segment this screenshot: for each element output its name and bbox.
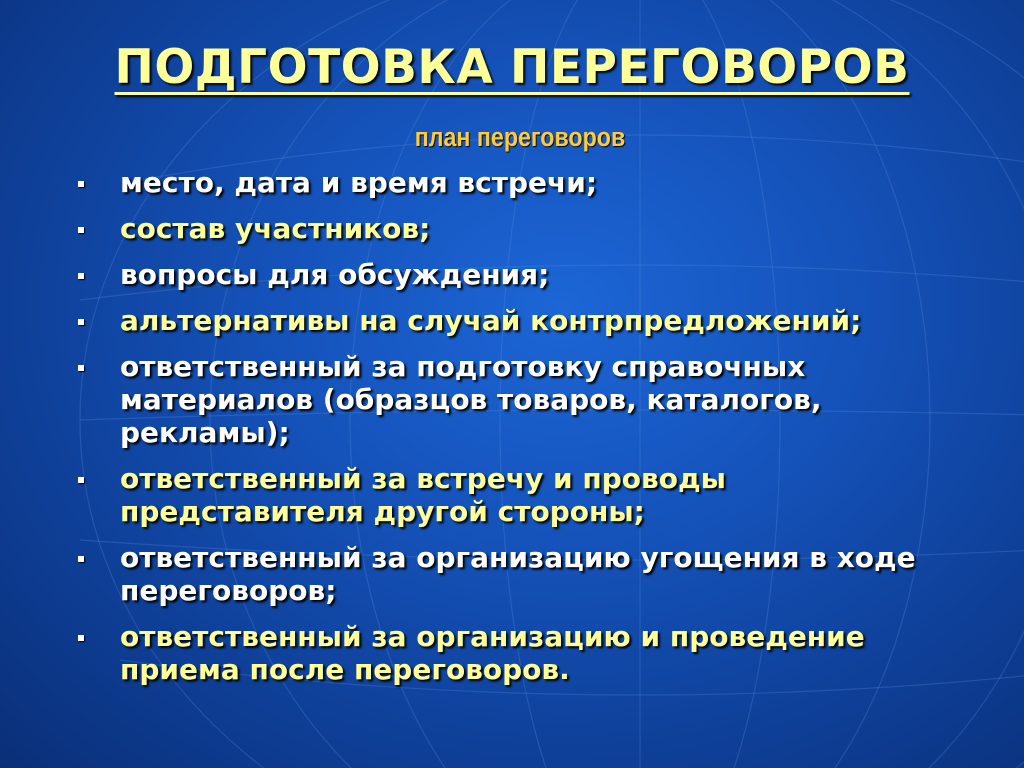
- slide-subtitle: план переговоров: [414, 122, 626, 152]
- list-item: [78, 304, 978, 337]
- list-item-text: альтернативы на случай контрпредложений;: [120, 304, 862, 337]
- bullet-icon: [78, 365, 84, 371]
- list-item-text: ответственный за организацию угощения в ходе переговоров;: [120, 541, 916, 607]
- bullet-list: [78, 166, 978, 699]
- bullet-icon: [78, 227, 84, 233]
- list-item: [78, 462, 978, 528]
- list-item-text: ответственный за подготовку справочных материалов (образцов товаров, каталогов, рекламы);: [120, 350, 822, 449]
- list-item-text: ответственный за организацию и проведение приема после переговоров.: [120, 620, 865, 686]
- list-item-text: ответственный за встречу и проводы представителя другой стороны;: [120, 462, 726, 528]
- list-item-text: вопросы для обсуждения;: [120, 258, 550, 291]
- list-item: [78, 350, 978, 449]
- bullet-icon: [78, 635, 84, 641]
- list-item: [78, 541, 978, 607]
- bullet-icon: [78, 556, 84, 562]
- list-item: [78, 258, 978, 291]
- list-item: [78, 620, 978, 686]
- list-item: [78, 212, 978, 245]
- bullet-icon: [78, 273, 84, 279]
- bullet-icon: [78, 477, 84, 483]
- list-item-text: место, дата и время встречи;: [120, 166, 598, 199]
- list-item-text: состав участников;: [120, 212, 431, 245]
- bullet-icon: [78, 181, 84, 187]
- list-item: [78, 166, 978, 199]
- slide-title: ПОДГОТОВКА ПЕРЕГОВОРОВ: [114, 40, 910, 95]
- bullet-icon: [78, 319, 84, 325]
